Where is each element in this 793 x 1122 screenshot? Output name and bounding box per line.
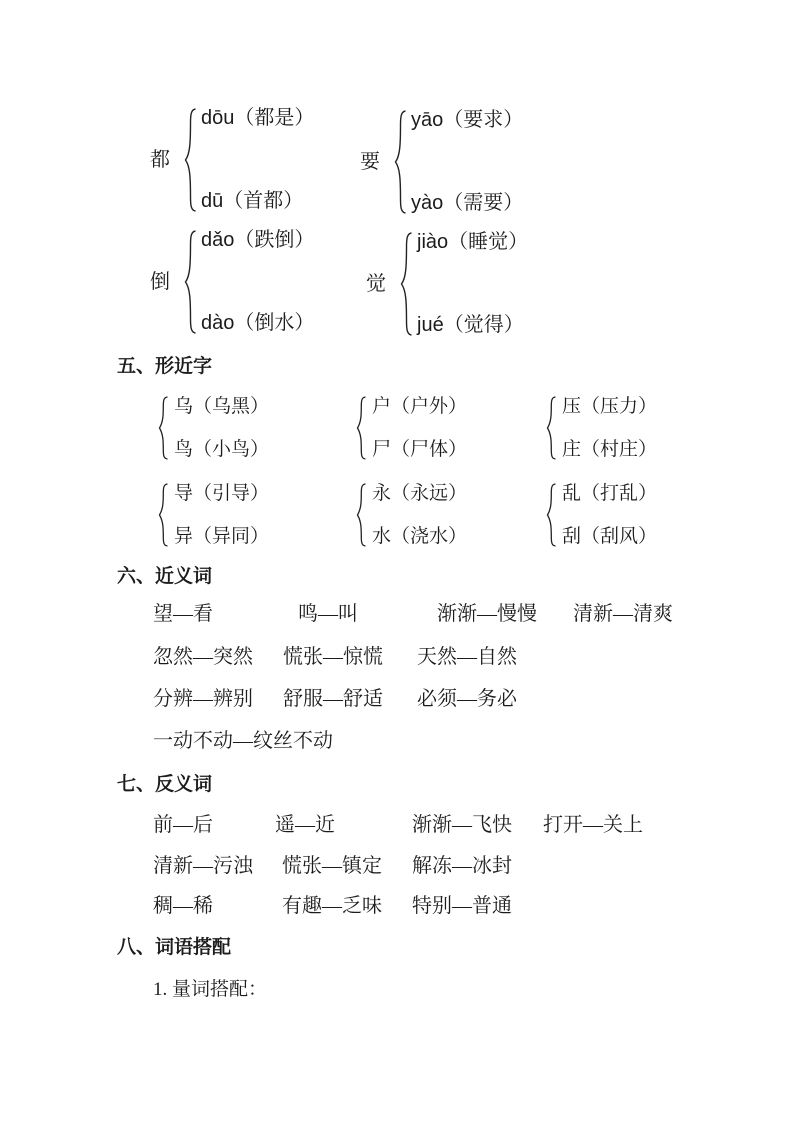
word-text: （要求） bbox=[443, 109, 524, 131]
brace-icon bbox=[158, 483, 169, 547]
similar-char-line: 压（压力） bbox=[562, 396, 658, 417]
brace-icon bbox=[356, 483, 367, 547]
word-text: （跌倒） bbox=[234, 229, 315, 251]
polyphone-group bbox=[150, 230, 314, 334]
word-text: （觉得） bbox=[443, 314, 524, 336]
polyphone-group bbox=[150, 108, 314, 212]
pinyin-text: yāo bbox=[411, 109, 444, 131]
similar-char-group bbox=[546, 396, 657, 460]
word-text: （倒水） bbox=[234, 312, 315, 334]
synonym-pair: 望—看 bbox=[153, 603, 213, 625]
synonym-pair: 渐渐—慢慢 bbox=[437, 603, 537, 625]
polyphone-readings bbox=[201, 108, 314, 212]
antonym-pair: 解冻—冰封 bbox=[412, 855, 512, 877]
similar-char-group bbox=[356, 483, 467, 547]
pinyin-text: dū bbox=[201, 190, 224, 212]
synonym-pair: 忽然—突然 bbox=[153, 646, 253, 668]
similar-char-line: 庄（村庄） bbox=[562, 439, 658, 460]
polyphone-readings bbox=[417, 232, 528, 336]
similar-char-line: 乱（打乱） bbox=[562, 483, 658, 504]
pinyin-reading bbox=[201, 313, 314, 334]
similar-char-line: 鸟（小鸟） bbox=[174, 439, 270, 460]
word-text: （首都） bbox=[223, 190, 304, 212]
antonym-pair: 有趣—乏味 bbox=[282, 895, 382, 917]
synonym-pair: 舒服—舒适 bbox=[283, 688, 383, 710]
polyphone-char: 要 bbox=[360, 150, 380, 173]
pinyin-reading bbox=[201, 108, 314, 129]
synonym-pair: 慌张—惊慌 bbox=[283, 646, 383, 668]
similar-char-line: 户（户外） bbox=[372, 396, 468, 417]
antonym-pair: 打开—关上 bbox=[543, 814, 643, 836]
brace-icon bbox=[546, 483, 557, 547]
polyphone-char: 都 bbox=[150, 148, 170, 171]
similar-char-group bbox=[158, 396, 269, 460]
word-text: （需要） bbox=[443, 192, 524, 214]
brace-icon bbox=[158, 396, 169, 460]
section-heading-antonyms: 七、反义词 bbox=[117, 774, 213, 795]
pinyin-reading bbox=[417, 315, 528, 336]
synonym-pair: 清新—清爽 bbox=[573, 603, 673, 625]
similar-char-line: 乌（乌黑） bbox=[174, 396, 270, 417]
polyphone-char: 觉 bbox=[366, 272, 386, 295]
synonym-pair: 鸣—叫 bbox=[298, 603, 358, 625]
section-heading-similar-chars: 五、形近字 bbox=[117, 356, 213, 377]
antonym-pair: 清新—污浊 bbox=[153, 855, 253, 877]
pinyin-text: dōu bbox=[201, 107, 235, 129]
pinyin-reading bbox=[201, 191, 314, 212]
polyphone-group bbox=[360, 110, 523, 214]
pinyin-text: dǎo bbox=[201, 229, 235, 251]
similar-char-group bbox=[356, 396, 467, 460]
similar-char-line: 刮（刮风） bbox=[562, 526, 658, 547]
pinyin-reading bbox=[201, 230, 314, 251]
antonym-pair: 慌张—镇定 bbox=[282, 855, 382, 877]
polyphone-char: 倒 bbox=[150, 270, 170, 293]
similar-char-line: 导（引导） bbox=[174, 483, 270, 504]
synonym-pair: 一动不动—纹丝不动 bbox=[153, 730, 333, 752]
brace-icon bbox=[394, 110, 407, 214]
antonym-pair: 稠—稀 bbox=[153, 895, 213, 917]
section-heading-collocations: 八、词语搭配 bbox=[117, 937, 232, 958]
antonym-pair: 前—后 bbox=[153, 814, 213, 836]
similar-char-line: 异（异同） bbox=[174, 526, 270, 547]
similar-char-line: 尸（尸体） bbox=[372, 439, 468, 460]
synonym-pair: 天然—自然 bbox=[417, 646, 517, 668]
brace-icon bbox=[356, 396, 367, 460]
similar-char-line: 水（浇水） bbox=[372, 526, 468, 547]
polyphone-readings bbox=[201, 230, 314, 334]
brace-icon bbox=[184, 230, 197, 334]
brace-icon bbox=[400, 232, 413, 336]
pinyin-reading bbox=[411, 110, 523, 131]
pinyin-text: yào bbox=[411, 192, 444, 214]
polyphone-readings bbox=[411, 110, 523, 214]
section-heading-synonyms: 六、近义词 bbox=[117, 566, 213, 587]
synonym-pair: 必须—务必 bbox=[417, 688, 517, 710]
similar-char-group bbox=[158, 483, 269, 547]
antonym-pair: 特别—普通 bbox=[412, 895, 512, 917]
similar-char-line: 永（永远） bbox=[372, 483, 468, 504]
antonym-pair: 渐渐—飞快 bbox=[412, 814, 512, 836]
polyphone-group bbox=[366, 232, 528, 336]
pinyin-reading bbox=[417, 232, 528, 253]
word-text: （睡觉） bbox=[448, 231, 529, 253]
word-text: （都是） bbox=[234, 107, 315, 129]
pinyin-reading bbox=[411, 193, 523, 214]
antonym-pair: 遥—近 bbox=[275, 814, 335, 836]
similar-char-group bbox=[546, 483, 657, 547]
pinyin-text: dào bbox=[201, 312, 235, 334]
brace-icon bbox=[546, 396, 557, 460]
pinyin-text: jué bbox=[417, 314, 444, 336]
brace-icon bbox=[184, 108, 197, 212]
pinyin-text: jiào bbox=[417, 231, 449, 253]
list-item-quantifier: 1. 量词搭配： bbox=[153, 979, 268, 1000]
synonym-pair: 分辨—辨别 bbox=[153, 688, 253, 710]
